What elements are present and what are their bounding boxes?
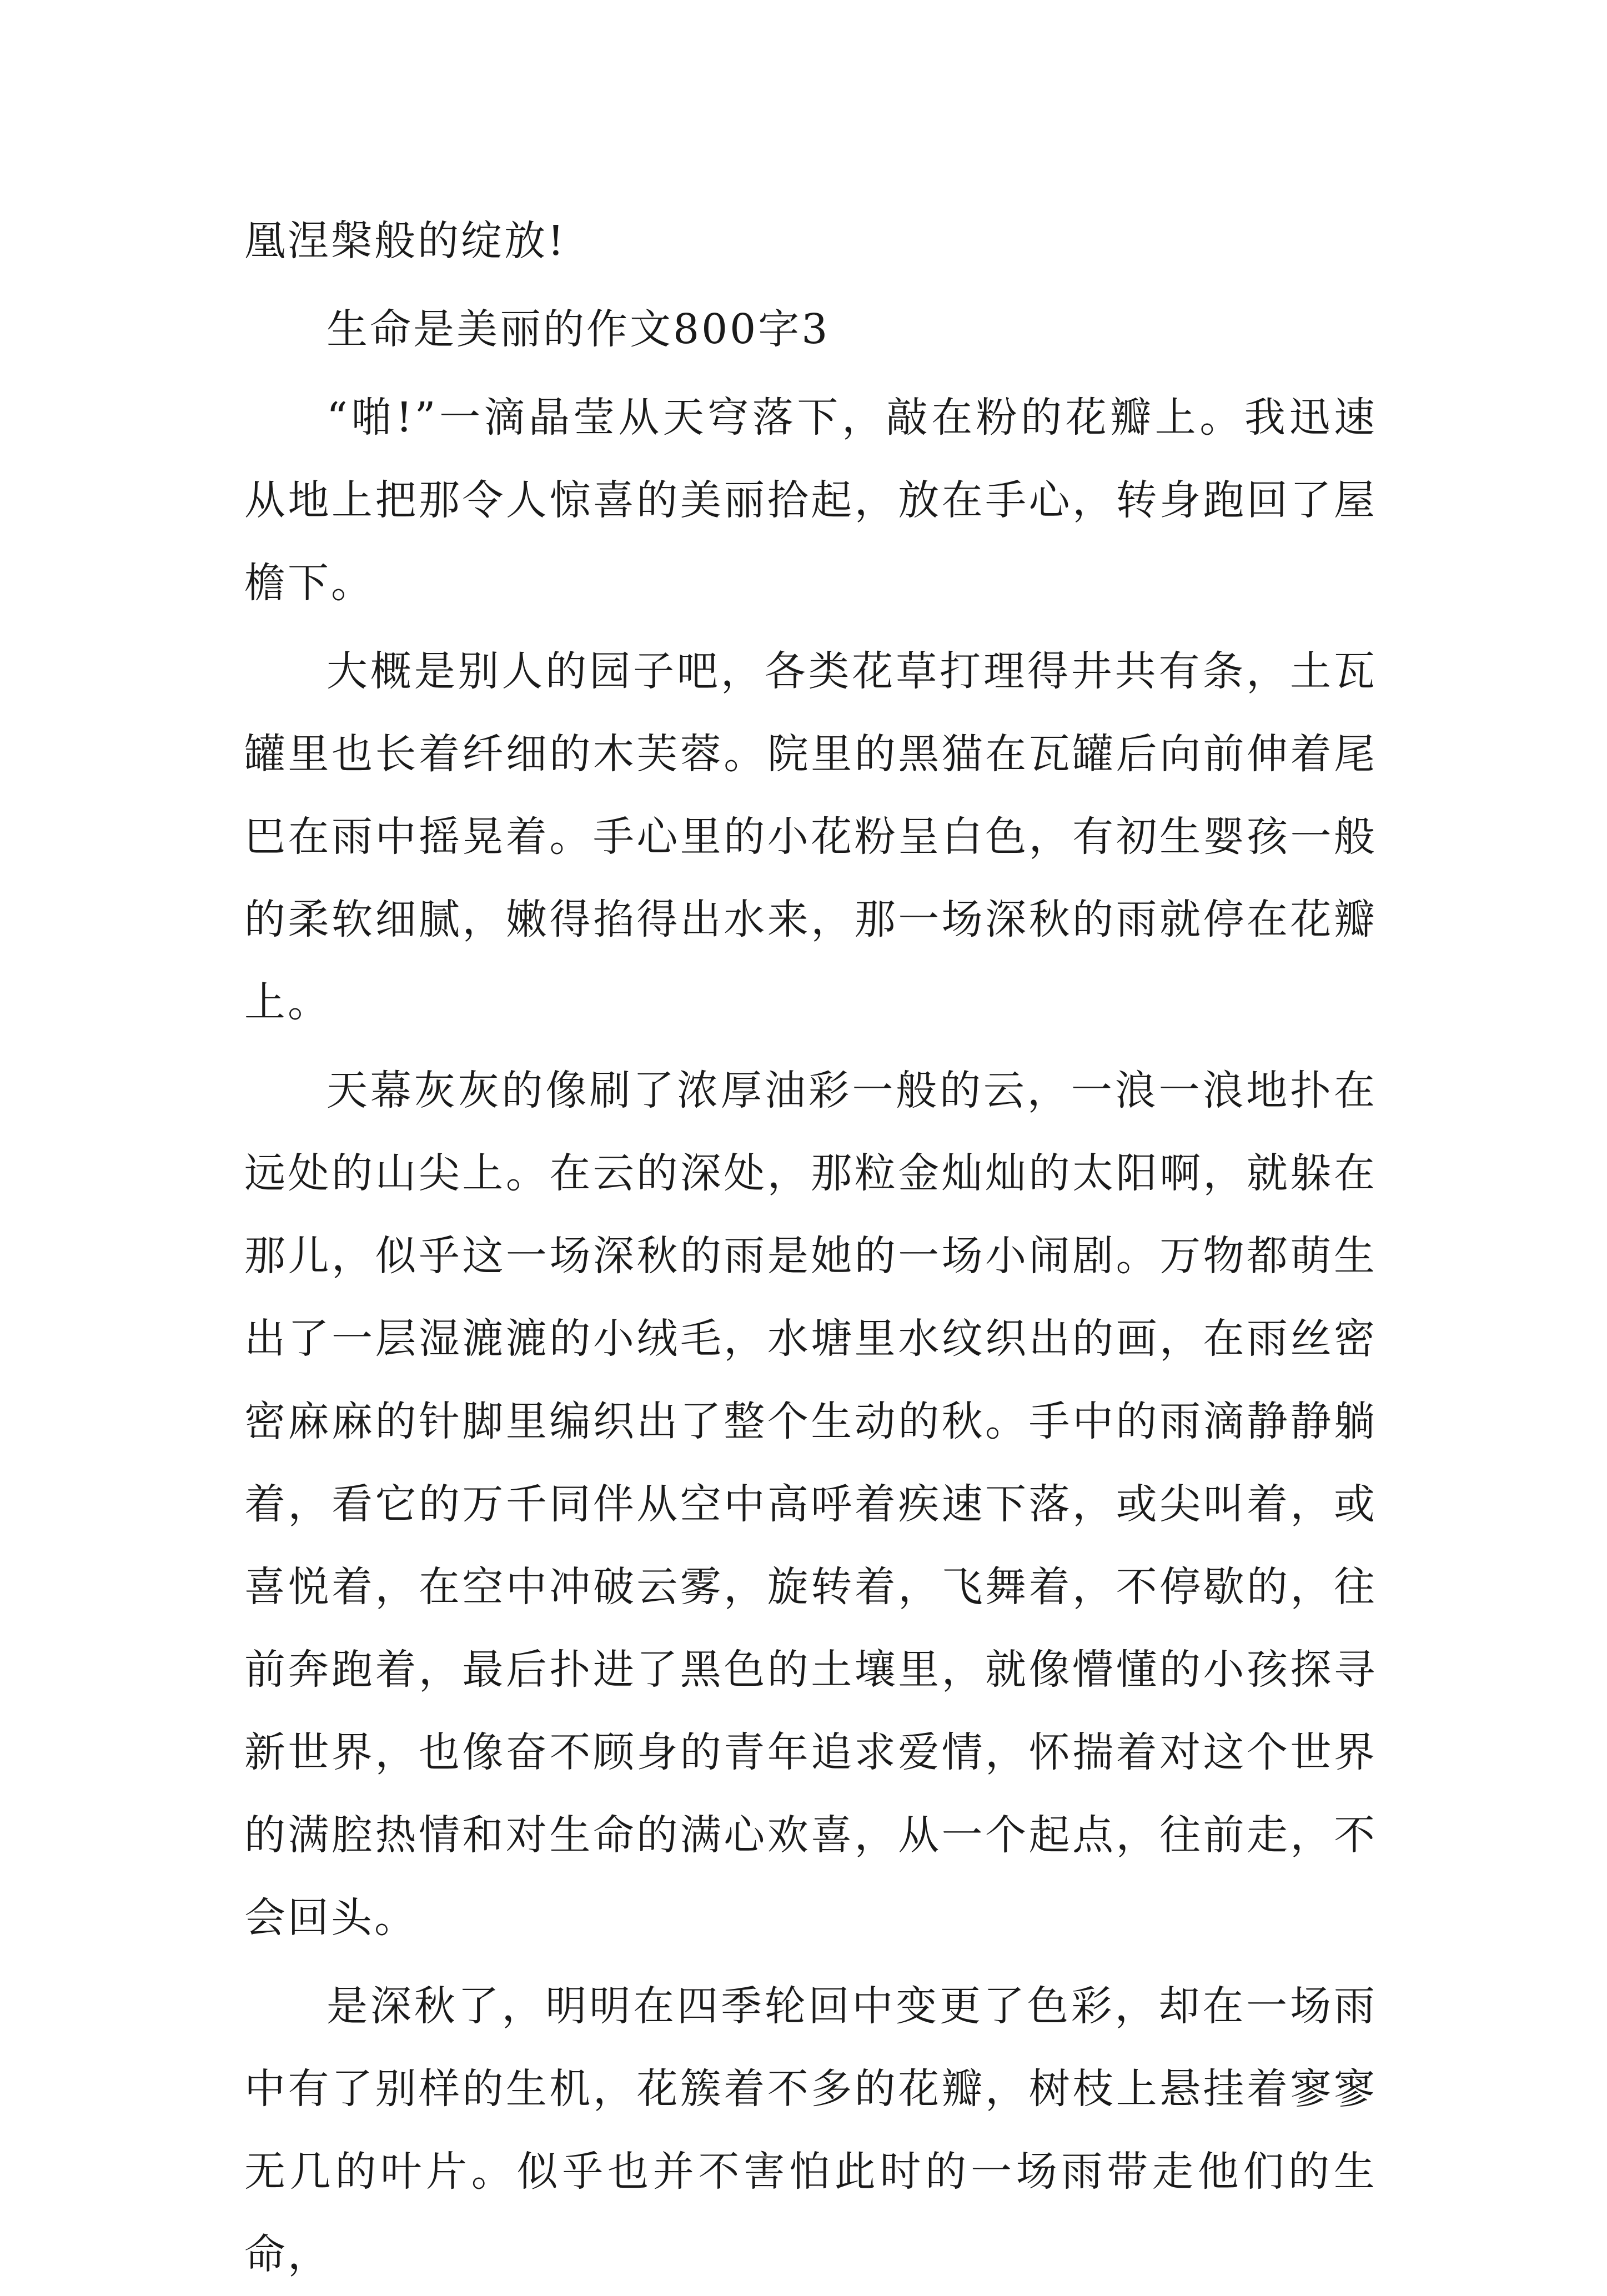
paragraph-spacer — [244, 1044, 1377, 1049]
paragraph-raindrop: “啪!”一滴晶莹从天穹落下，敲在粉的花瓣上。我迅速从地上把那令人惊喜的美丽拾起，放在手心，转身跑回了屋檐下。 — [244, 394, 1377, 607]
paragraph-spacer — [244, 1960, 1377, 1965]
document-page — [244, 200, 1377, 2296]
essay-heading: 生命是美丽的作文800字3 — [327, 305, 830, 353]
paragraph-spacer — [244, 625, 1377, 630]
paragraph-late-autumn: 是深秋了，明明在四季轮回中变更了色彩，却在一场雨中有了别样的生机，花簇着不多的花瓣，树枝上悬挂着寥寥无几的叶片。似乎也并不害怕此时的一场雨带走他们的生命， — [244, 1982, 1377, 2278]
paragraph-sky: 天幕灰灰的像刷了浓厚油彩一般的云，一浪一浪地扑在远处的山尖上。在云的深处，那粒金灿灿的太阳啊，就躲在那儿，似乎这一场深秋的雨是她的一场小闹剧。万物都萌生出了一层湿漉漉的小绒毛，水塘里水纹织出的画，在雨丝密密麻麻的针脚里编织出了整个生动的秋。手中的雨滴静静躺着，看它的万千同伴从空中高呼着疾速下落，或尖叫着，或喜悦着，在空中冲破云雾，旋转着，飞舞着，不停歇的，往前奔跑着，最后扑进了黑色的土壤里，就像懵懂的小孩探寻新世界，也像奋不顾身的青年追求爱情，怀揣着对这个世界的满腔热情和对生命的满心欢喜，从一个起点，往前走，不会回头。 — [244, 1067, 1377, 1942]
paragraph-spacer — [244, 371, 1377, 376]
paragraph-spacer — [244, 283, 1377, 288]
paragraph-continuation: 凰涅槃般的绽放! — [244, 217, 566, 265]
paragraph-garden: 大概是别人的园子吧，各类花草打理得井共有条，土瓦罐里也长着纤细的木芙蓉。院里的黑猫在瓦罐后向前伸着尾巴在雨中摇晃着。手心里的小花粉呈白色，有初生婴孩一般的柔软细腻，嫩得掐得出水来，那一场深秋的雨就停在花瓣上。 — [244, 647, 1377, 1026]
